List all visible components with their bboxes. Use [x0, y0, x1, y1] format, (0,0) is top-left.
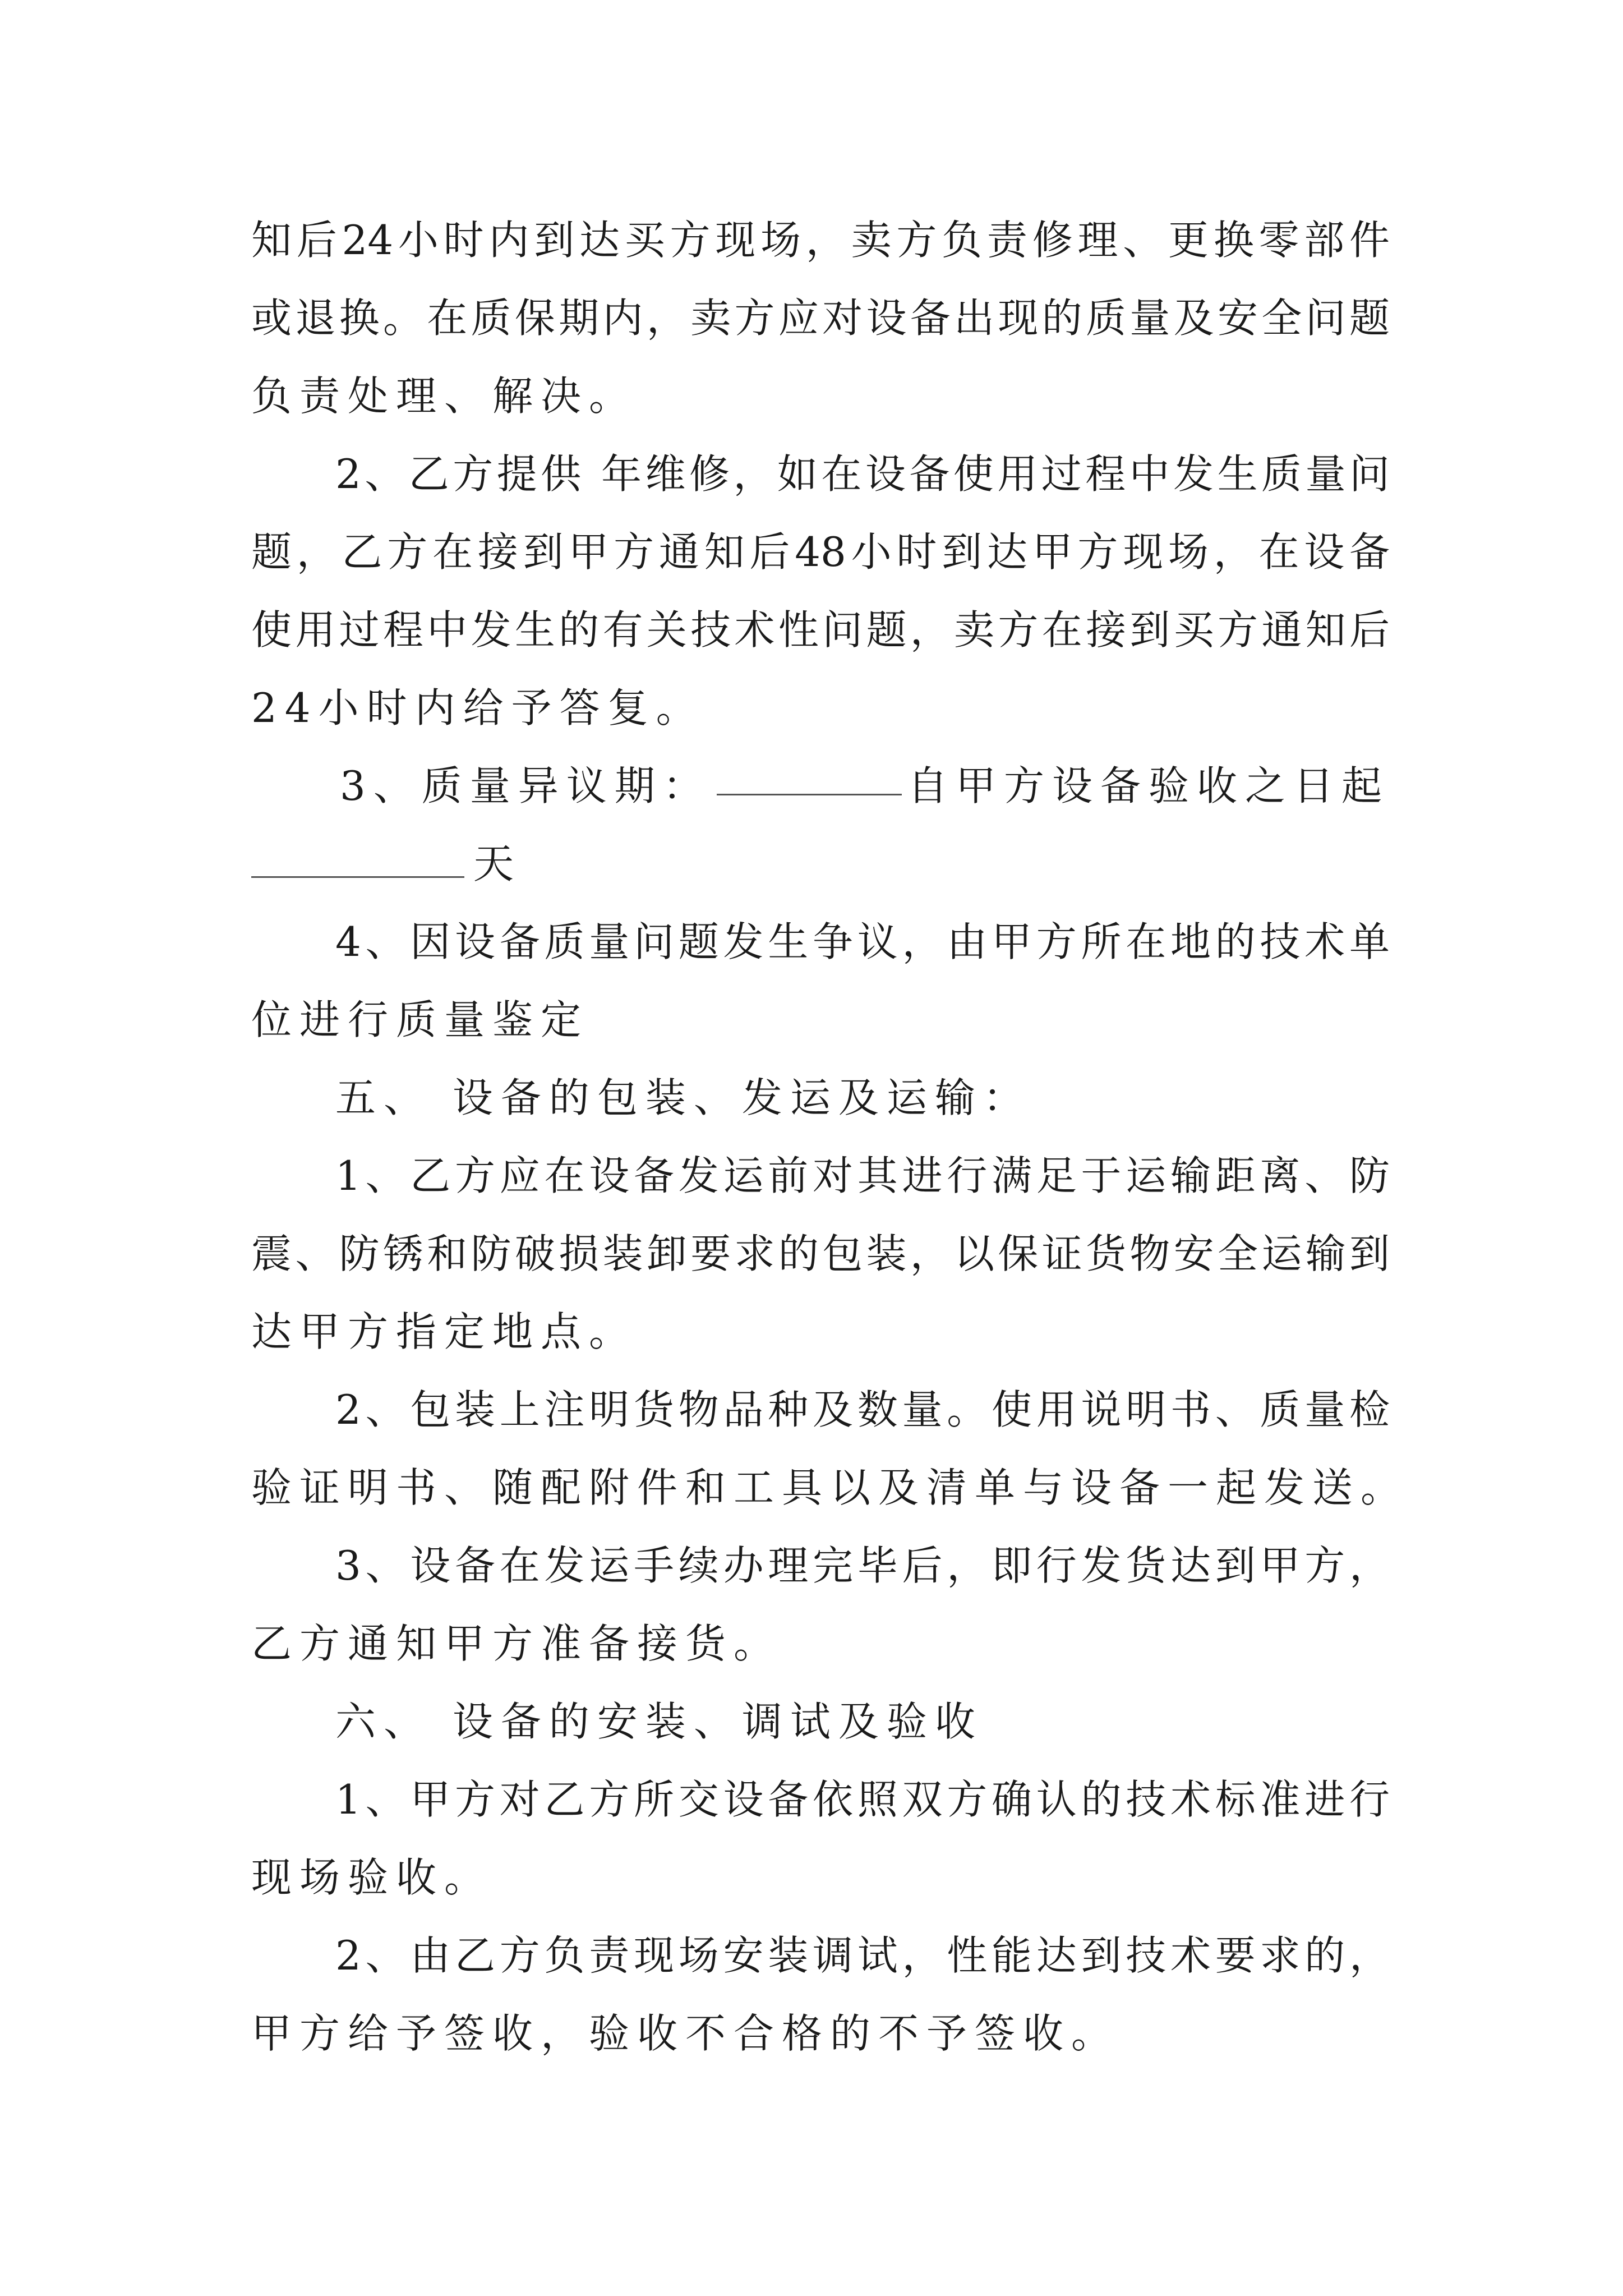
quality-objection-days-line — [251, 837, 522, 891]
paragraph-line: 或退换。在质保期内，卖方应对设备出现的质量及安全问题 — [251, 295, 1390, 342]
paragraph-line: 题，乙方在接到甲方通知后48小时到达甲方现场，在设备 — [251, 528, 1390, 576]
paragraph-line: 2、由乙方负责现场安装调试，性能达到技术要求的， — [335, 1932, 1390, 1979]
section-heading: 六、 设备的安装、调试及验收 — [335, 1698, 983, 1745]
paragraph-line: 1、乙方应在设备发运前对其进行满足于运输距离、防 — [335, 1152, 1390, 1199]
paragraph-line: 甲方给予签收，验收不合格的不予签收。 — [251, 2010, 1120, 2057]
quality-objection-line — [340, 759, 1390, 813]
section-heading: 五、 设备的包装、发运及运输： — [335, 1074, 1031, 1121]
quality-objection-suffix: 自甲方设备验收之日起 — [907, 762, 1390, 809]
paragraph-line: 乙方通知甲方准备接货。 — [251, 1620, 782, 1667]
paragraph-line: 2、乙方提供 年维修，如在设备使用过程中发生质量问 — [335, 450, 1390, 498]
paragraph-line: 2、包装上注明货物品种及数量。使用说明书、质量检 — [335, 1386, 1390, 1433]
days-blank — [251, 841, 464, 878]
quality-objection-prefix: 3、质量异议期： — [340, 762, 711, 809]
paragraph-line: 震、防锈和防破损装卸要求的包装，以保证货物安全运输到 — [251, 1230, 1390, 1277]
paragraph-line: 现场验收。 — [251, 1854, 493, 1901]
paragraph-line: 达甲方指定地点。 — [251, 1308, 638, 1355]
objection-period-blank — [717, 759, 902, 795]
paragraph-line: 验证明书、随配附件和工具以及清单与设备一起发送。 — [251, 1464, 1409, 1511]
paragraph-line: 1、甲方对乙方所交设备依照双方确认的技术标准进行 — [335, 1776, 1390, 1823]
days-unit: 天 — [473, 840, 522, 887]
paragraph-line: 负责处理、解决。 — [251, 372, 638, 420]
paragraph-line: 24小时内给予答复。 — [251, 684, 704, 731]
paragraph-line: 知后24小时内到达买方现场，卖方负责修理、更换零部件 — [251, 217, 1390, 264]
paragraph-line: 位进行质量鉴定 — [251, 996, 589, 1043]
paragraph-line: 3、设备在发运手续办理完毕后，即行发货达到甲方， — [335, 1542, 1390, 1589]
paragraph-line: 4、因设备质量问题发生争议，由甲方所在地的技术单 — [335, 918, 1390, 965]
paragraph-line: 使用过程中发生的有关技术性问题，卖方在接到买方通知后 — [251, 606, 1390, 654]
